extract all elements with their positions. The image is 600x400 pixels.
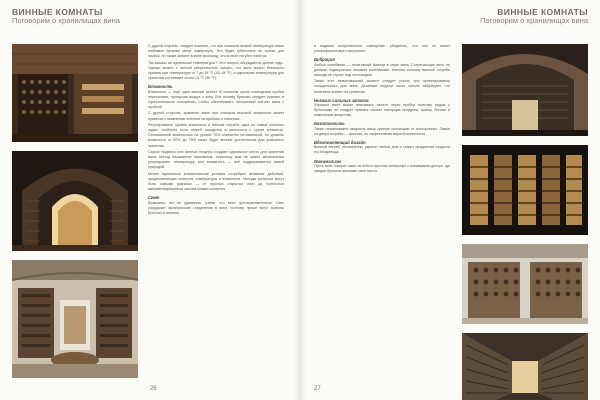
page-header-subtitle: Поговорим о хранилищах вина: [12, 16, 120, 26]
body-paragraph: Регулирование уровня влажности в винном погребе одна из самых сложных задач, особенно если погреб находится в местности с сухим климатом. Оптимальной влажностью на уровне 70% считается оптимальной, но уровень влажности от 50% до 75% также будет вполне достаточным для успешного хранения.: [148, 123, 284, 148]
body-paragraph: Возможно, вы не удивитесь, узнав, что вино фоточувствительно. Свет разрушает органические соединения в вине, поэтому лучше всего хранить бутылки в темноте.: [148, 200, 284, 215]
wine-cellar-brick-photo: [12, 44, 138, 147]
body-paragraph: Винный погреб, несомненно, украсит любой дом и станет предметом гордости его владельца.: [314, 145, 450, 155]
wine-cellar-barrels-photo: [12, 260, 138, 383]
section-heading: Никаких сильных запахов: [314, 97, 369, 103]
body-paragraph: Влажность — ещё один важный аспект. В слишком сухом помещении пробки пересыхают, пропуская воздух к вину. Вот почему бутылки следует хранить в горизонтальном положении, чтобы обеспечивать постоянный контакт вина с пробкой.: [148, 89, 284, 109]
page-header: [12, 8, 120, 26]
body-paragraph: Сырые подвалы или винные пещеры создают идеальное место для хранения вина. Метод называется пассивным, поскольку вам не нужно механически регулировать температуру или влажность — всё поддерживается самой природой.: [148, 150, 284, 170]
section-heading: Вибрация: [314, 57, 335, 63]
page-header-title: ВИННЫЕ КОМНАТЫ: [497, 7, 588, 17]
section-heading: Безопасность: [314, 121, 345, 127]
section-heading: Свет: [148, 195, 160, 201]
text-column: [148, 44, 284, 218]
page-header: [480, 8, 588, 26]
page-header-subtitle: Поговорим о хранилищах вина: [480, 16, 588, 26]
wine-cellar-arches-photo: [12, 151, 138, 256]
body-paragraph: С другой стороны, следует помнить, что при слишком низкой температуре наши любимые бутылки могут замёрзнуть. Это будет губительно не только для пробок, но также затянет в вине кислород, что в итоге погубит напиток.: [148, 44, 284, 59]
body-paragraph: Менее идеальные климатические условия потребуют активных действий, предполагающих контроль температуры и влажности. Методы контроля могут быть самыми разными — от простых открытых окон до полностью автоматизированных систем климат-контроля.: [148, 171, 284, 192]
text-column: [314, 44, 450, 176]
body-paragraph: в подвале искусственное освещение, убедитесь, что оно не имеет ультрафиолетового излучения.: [314, 44, 450, 54]
body-paragraph: Любые колебания — негативный фактор в мире вина. Сотрясающие вино не должны подвергаться никаким колебаниям. Именно поэтому винные погреба никогда не строят под лестницами.: [314, 62, 450, 77]
photo-column: [12, 44, 138, 387]
body-paragraph: Так каковы же идеальные температуры? Этот вопрос обсуждается долгие годы. Однако можно с полной уверенностью сказать, что вино можно безопасно хранить при температуре от 7 до 18 °С (45–64 °F), а идеальная температура для хранения составляет около 13 °С (55 °F).: [148, 60, 284, 81]
page-number: 26: [150, 386, 157, 392]
body-paragraph: Также этот немаловажный момент следует учесть при проектировании холодильника для вина. Дешёвые модели часто сильно вибрируют, что негативно влияет на хранение.: [314, 79, 450, 94]
wine-storage-room-photo: [462, 244, 588, 329]
body-paragraph: С другой стороны, хранение вина при слишком высокой влажности может привести к появлению плесени на пробках и этикетках.: [148, 111, 284, 121]
body-paragraph: Хорошее вино может впитывать запахи через пробку, поэтому рядом с бутылками не следует хранить сильно пахнущие продукты, краску, бензин и химические вещества.: [314, 103, 450, 118]
wine-rack-wall-photo: [462, 145, 588, 240]
section-heading: Минимализм: [314, 158, 341, 164]
body-paragraph: Также немаловажно защитить вашу ценную коллекцию от посторонних. Замок на двери погреба — простая, но эффективная мера безопасности.: [314, 126, 450, 136]
section-heading: Влажность: [148, 84, 173, 90]
page-number: 27: [314, 386, 321, 392]
photo-column: [462, 44, 588, 400]
body-paragraph: Пусть вино говорит само за себя в простом интерьере с минимумом декора, где каждая бутылка занимает своё место.: [314, 163, 450, 174]
right-page: [300, 0, 600, 400]
section-heading: Вдохновляющий дизайн: [314, 139, 366, 145]
wine-cellar-corridor-photo: [462, 333, 588, 400]
wine-cellar-vault-photo: [462, 44, 588, 141]
page-header-title: ВИННЫЕ КОМНАТЫ: [12, 7, 103, 17]
